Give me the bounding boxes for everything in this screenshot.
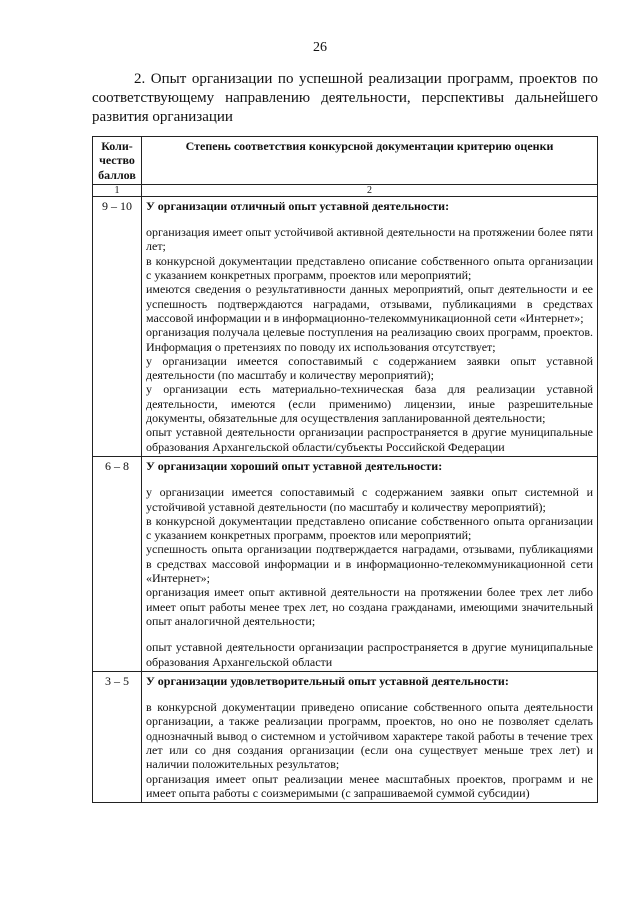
criterion-item: у организации имеется сопоставимый с содержанием заявки опыт системной и устойчивой уставной деятельности (по масштабу и количеству мероприятий); — [146, 485, 593, 514]
table-row — [93, 456, 598, 671]
score-cell: 6 – 8 — [93, 456, 142, 671]
criterion-item: организация имеет опыт реализации менее масштабных проектов, программ и не имеет опыта работы с соизмеримыми (с запрашиваемой суммой субсидии) — [146, 771, 593, 800]
table-header-row — [93, 137, 598, 185]
criterion-item: в конкурсной документации представлено описание собственного опыта организации с указанием конкретных программ, проектов или мероприятий; — [146, 513, 593, 543]
criterion-item: в конкурсной документации приведено описание собственного опыта деятельности организации, а также реализации программ, проектов, но оно не позволяет сделать однозначный вывод о системном и устойчивом характере такой работы в течение трех лет или со дня создания организации (если она существует меньше трех лет) и наличии положительных результатов; — [146, 700, 593, 772]
section-heading — [92, 70, 598, 127]
description-cell — [142, 671, 598, 802]
criterion-item: у организации есть материально-техническая база для реализации уставной деятельности, имеются (если применимо) лицензии, иные разрешительные документы, обязательные для осуществления запланированной деятельности; — [146, 382, 593, 426]
description-cell — [142, 456, 598, 671]
level-title: У организации отличный опыт уставной деятельности: — [146, 198, 450, 213]
header-description: Степень соответствия конкурсной документации критерию оценки — [142, 137, 598, 185]
score-cell: 3 – 5 — [93, 671, 142, 802]
level-title: У организации хороший опыт уставной деятельности: — [146, 458, 443, 473]
criterion-item: опыт уставной деятельности организации распространяется в другие муниципальные образования Архангельской области/субъекты Российской Федерации — [146, 425, 593, 454]
level-title: У организации удовлетворительный опыт уставной деятельности: — [146, 673, 509, 688]
criterion-item: организация имеет опыт активной деятельности на протяжении более трех лет либо имеет опыт работы менее трех лет, но создана гражданами, имеющими значительный опыт аналогичной деятельности; — [146, 585, 593, 628]
criterion-item: организация имеет опыт устойчивой активной деятельности на протяжении более пяти лет; — [146, 225, 593, 254]
table-row — [93, 671, 598, 802]
description-cell — [142, 196, 598, 456]
criterion-item: успешность опыта организации подтверждается наградами, отзывами, публикациями в средствах массовой информации и в информационно-телекоммуникационной сети «Интернет»; — [146, 542, 593, 586]
column-number-row — [93, 184, 598, 196]
column-number-2: 2 — [142, 184, 598, 196]
table-row — [93, 196, 598, 456]
section-heading-text: 2. Опыт организации по успешной реализации программ, проектов по соответствующему направлению деятельности, перспективы дальнейшего развития организации — [92, 71, 598, 125]
criterion-item: опыт уставной деятельности организации распространяется в другие муниципальные образования Архангельской области — [146, 640, 593, 669]
criteria-table — [92, 136, 598, 803]
criterion-item: организация получала целевые поступления на реализацию своих программ, проектов. Информация о претензиях по поводу их использования отсутствует; — [146, 325, 593, 354]
column-number-1: 1 — [93, 184, 142, 196]
score-cell: 9 – 10 — [93, 196, 142, 456]
criterion-item: имеются сведения о результативности данных мероприятий, опыт деятельности и ее успешность подтверждаются наградами, отзывами, публикациями в средствах массовой информации и в информационно-телекоммуникационной сети «Интернет»; — [146, 282, 593, 325]
criterion-item: у организации имеется сопоставимый с содержанием заявки опыт уставной деятельности (по масштабу и количеству мероприятий); — [146, 353, 593, 383]
spacer — [146, 628, 593, 640]
page-number: 26 — [313, 40, 327, 55]
criterion-item: в конкурсной документации представлено описание собственного опыта организации с указанием конкретных программ, проектов или мероприятий; — [146, 253, 593, 283]
header-score: Коли-чество баллов — [93, 137, 142, 185]
